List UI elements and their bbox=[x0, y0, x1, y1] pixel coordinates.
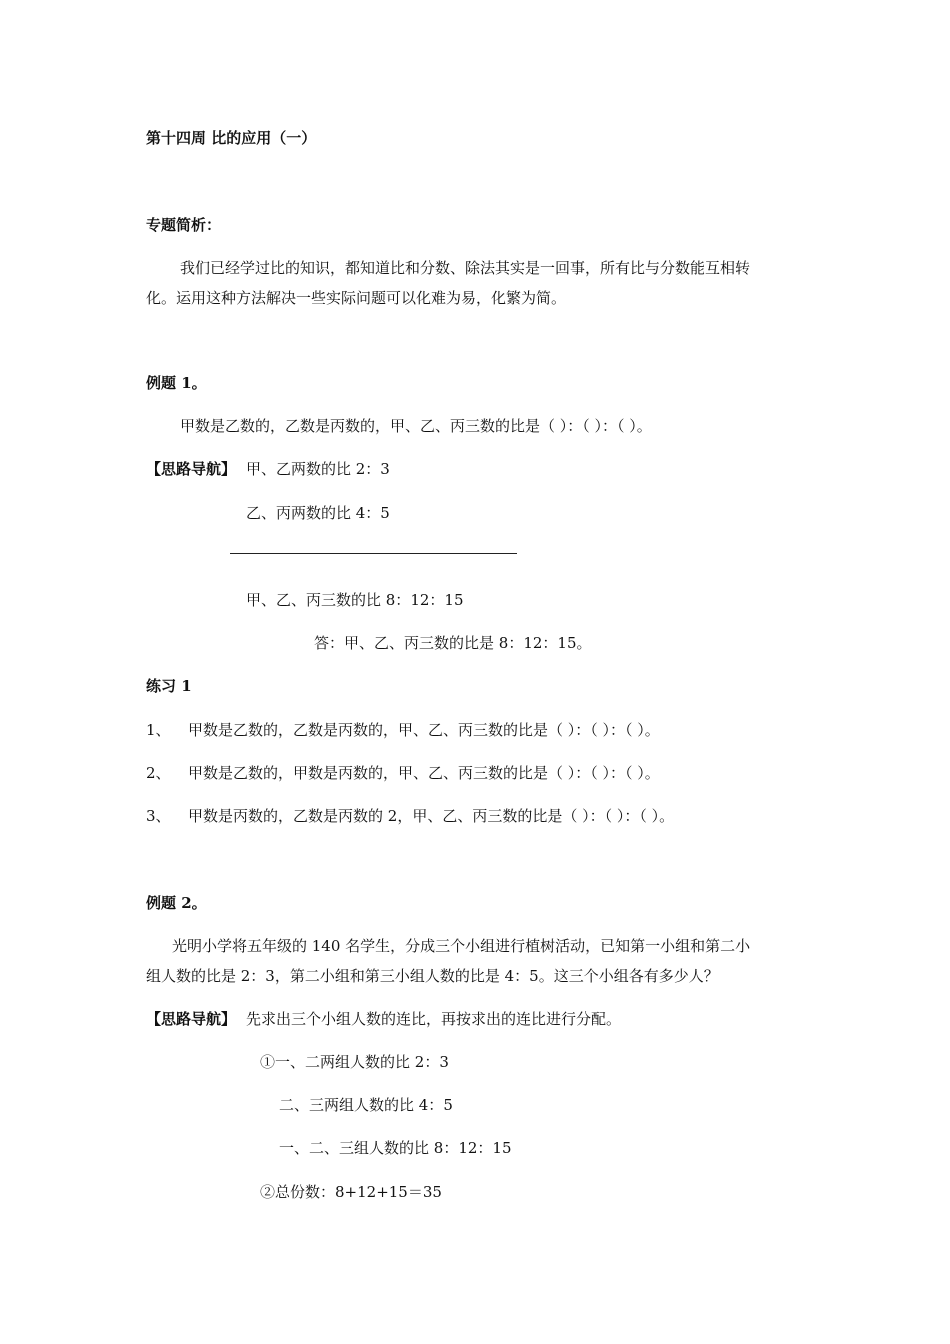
example2-hint-text: 先求出三个小组人数的连比，再按求出的连比进行分配。 bbox=[246, 1010, 622, 1028]
practice-item-text: 甲数是乙数的，甲数是丙数的，甲、乙、丙三数的比是（ ）：（ ）：（ ）。 bbox=[188, 764, 660, 782]
practice-item-text: 甲数是乙数的，乙数是丙数的，甲、乙、丙三数的比是（ ）：（ ）：（ ）。 bbox=[188, 721, 660, 739]
practice-item-text: 甲数是丙数的，乙数是丙数的 2，甲、乙、丙三数的比是（ ）：（ ）：（ ）。 bbox=[188, 807, 675, 825]
example1-step-3: 甲、乙、丙三数的比 8：12：15 bbox=[246, 591, 464, 609]
example1-heading: 例题 1。 bbox=[146, 374, 207, 392]
divider-line bbox=[230, 553, 517, 554]
page-title: 第十四周 比的应用（一） bbox=[146, 129, 317, 147]
example2-heading: 例题 2。 bbox=[146, 894, 207, 912]
example1-step-2: 乙、丙两数的比 4：5 bbox=[246, 504, 390, 522]
example2-step-3: 一、二、三组人数的比 8：12：15 bbox=[279, 1139, 512, 1157]
example2-step-4: ②总份数：8+12+15＝35 bbox=[260, 1183, 442, 1201]
practice-item-number: 2、 bbox=[146, 764, 171, 782]
intro-line-1: 我们已经学过比的知识，都知道比和分数、除法其实是一回事，所有比与分数能互相转 bbox=[180, 259, 751, 277]
example1-hint-label: 【思路导航】 bbox=[146, 460, 237, 478]
example2-step-2: 二、三两组人数的比 4：5 bbox=[279, 1096, 453, 1114]
example2-step-1: ①一、二两组人数的比 2：3 bbox=[260, 1053, 449, 1071]
example1-question: 甲数是乙数的，乙数是丙数的，甲、乙、丙三数的比是（ ）：（ ）：（ ）。 bbox=[180, 417, 652, 435]
practice-item-number: 3、 bbox=[146, 807, 171, 825]
example1-answer: 答：甲、乙、丙三数的比是 8：12：15。 bbox=[314, 634, 592, 652]
example2-hint-label: 【思路导航】 bbox=[146, 1010, 237, 1028]
example1-step-1: 甲、乙两数的比 2：3 bbox=[246, 460, 390, 478]
practice1-heading: 练习 1 bbox=[146, 677, 192, 695]
intro-line-2: 化。运用这种方法解决一些实际问题可以化难为易，化繁为简。 bbox=[146, 289, 567, 307]
example2-line-1: 光明小学将五年级的 140 名学生，分成三个小组进行植树活动，已知第一小组和第二小 bbox=[172, 937, 751, 955]
intro-heading: 专题简析： bbox=[146, 216, 222, 234]
practice-item-number: 1、 bbox=[146, 721, 171, 739]
example2-line-2: 组人数的比是 2：3，第二小组和第三小组人数的比是 4：5。这三个小组各有多少人？ bbox=[146, 967, 719, 985]
